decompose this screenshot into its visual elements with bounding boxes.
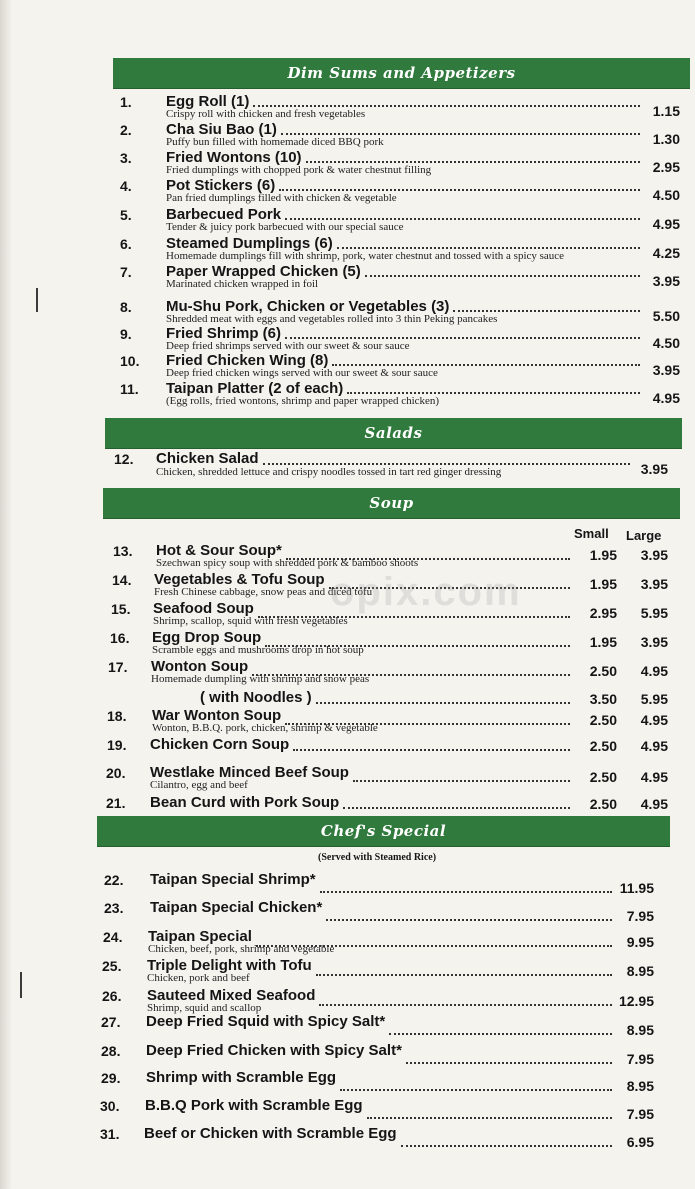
item-price-large: 5.95 — [640, 605, 668, 621]
item-price: 4.50 — [652, 335, 680, 351]
item-price: 2.95 — [652, 159, 680, 175]
leader-dots — [279, 189, 640, 191]
leader-dots — [316, 702, 570, 704]
item-number: 1. — [120, 94, 132, 110]
leader-dots — [320, 891, 612, 893]
item-description: Cilantro, egg and beef — [150, 779, 248, 791]
item-description: Homemade dumplings fill with shrimp, pork, water chestnut and tossed with a spicy sauce — [166, 250, 565, 262]
chefs-special-note: (Served with Steamed Rice) — [318, 852, 437, 863]
item-description: Fried dumplings with chopped pork & water chestnut filling — [166, 164, 432, 176]
item-number: 18. — [107, 708, 127, 724]
item-name: Shrimp with Scramble Egg — [146, 1069, 337, 1086]
leader-dots — [401, 1145, 612, 1147]
item-price-large: 4.95 — [640, 769, 668, 785]
item-name: Deep Fried Squid with Spicy Salt* — [146, 1013, 386, 1030]
item-price-large: 4.95 — [640, 712, 668, 728]
item-price-small: 2.50 — [589, 769, 617, 785]
item-name: Fried Shrimp (6) — [166, 325, 282, 342]
item-price-large: 4.95 — [640, 663, 668, 679]
item-description: Deep fried chicken wings served with our sweet & sour sauce — [166, 367, 438, 379]
item-number: 17. — [108, 659, 128, 675]
item-price: 7.95 — [626, 1051, 654, 1067]
item-name: Egg Roll (1) — [166, 93, 250, 110]
item-price-small: 1.95 — [589, 634, 617, 650]
item-name: Vegetables & Tofu Soup — [154, 571, 325, 588]
item-price: 4.95 — [652, 216, 680, 232]
item-price-large: 3.95 — [640, 547, 668, 563]
item-price: 4.25 — [652, 245, 680, 261]
section-header-salads: Salads — [105, 418, 682, 448]
leader-dots — [293, 749, 570, 751]
item-number: 7. — [120, 264, 132, 280]
item-description: Chicken, pork and beef — [147, 972, 250, 984]
item-number: 24. — [103, 929, 123, 945]
item-price: 8.95 — [626, 963, 654, 979]
item-number: 5. — [120, 207, 132, 223]
item-name: Deep Fried Chicken with Spicy Salt* — [146, 1042, 402, 1059]
item-number: 28. — [101, 1043, 121, 1059]
item-price: 3.95 — [640, 461, 668, 477]
leader-dots — [256, 945, 612, 947]
item-number: 11. — [120, 381, 139, 397]
item-price: 11.95 — [619, 880, 654, 896]
item-number: 3. — [120, 150, 132, 166]
item-price: 1.30 — [652, 131, 680, 147]
item-number: 25. — [102, 958, 122, 974]
item-price-large: 5.95 — [640, 691, 668, 707]
leader-dots — [353, 780, 570, 782]
item-number: 30. — [100, 1098, 120, 1114]
item-description: Shrimp, scallop, squid with fresh vegetables — [153, 615, 348, 627]
item-price: 12.95 — [618, 993, 654, 1009]
item-number: 8. — [120, 299, 132, 315]
leader-dots — [347, 392, 640, 394]
item-name: Taipan Special Chicken* — [150, 899, 323, 916]
item-name: Pot Stickers (6) — [166, 177, 276, 194]
item-number: 16. — [110, 630, 130, 646]
item-number: 27. — [101, 1014, 121, 1030]
item-description: Tender & juicy pork barbecued with our special sauce — [166, 221, 404, 233]
section-header-dim-sums: Dim Sums and Appetizers — [113, 58, 690, 88]
item-number: 15. — [111, 601, 131, 617]
item-number: 4. — [120, 178, 132, 194]
item-price: 3.95 — [652, 273, 680, 289]
item-description: Crispy roll with chicken and fresh vegetables — [166, 108, 366, 120]
item-price: 7.95 — [626, 1106, 654, 1122]
leader-dots — [285, 218, 640, 220]
item-price-large: 4.95 — [640, 796, 668, 812]
item-name: Triple Delight with Tofu — [147, 957, 312, 974]
item-number: 12. — [114, 451, 134, 467]
item-price: 4.50 — [652, 187, 680, 203]
item-price-small: 1.95 — [589, 576, 617, 592]
item-number: 21. — [106, 795, 126, 811]
margin-mark-1 — [36, 288, 38, 312]
item-price: 7.95 — [626, 908, 654, 924]
leader-dots — [389, 1033, 612, 1035]
item-name: Hot & Sour Soup* — [156, 542, 282, 559]
item-price-small: 1.95 — [589, 547, 617, 563]
item-number: 23. — [104, 900, 124, 916]
item-name: Barbecued Pork — [166, 206, 282, 223]
leader-dots — [343, 807, 570, 809]
item-name: Paper Wrapped Chicken (5) — [166, 263, 361, 280]
item-number: 20. — [106, 765, 126, 781]
leader-dots — [340, 1089, 612, 1091]
item-price: 3.95 — [652, 362, 680, 378]
soup-large-header: Large — [626, 528, 662, 543]
leader-dots — [306, 161, 640, 163]
item-price: 5.50 — [652, 308, 680, 324]
item-name: Taipan Platter (2 of each) — [166, 380, 344, 397]
watermark: opix.com — [330, 570, 522, 614]
item-number: 13. — [113, 543, 133, 559]
item-price: 6.95 — [626, 1134, 654, 1150]
leader-dots — [453, 310, 640, 312]
item-number: 19. — [107, 737, 127, 753]
item-name: Mu-Shu Pork, Chicken or Vegetables (3) — [166, 298, 450, 315]
leader-dots — [326, 919, 612, 921]
item-description: Shredded meat with eggs and vegetables rolled into 3 thin Peking pancakes — [166, 313, 498, 325]
leader-dots — [406, 1062, 612, 1064]
item-description: (Egg rolls, fried wontons, shrimp and paper wrapped chicken) — [166, 395, 440, 407]
leader-dots — [258, 616, 570, 618]
item-price: 9.95 — [626, 934, 654, 950]
item-description: Wonton, B.B.Q. pork, chicken, shrimp & vegetable — [152, 722, 378, 734]
item-price-large: 4.95 — [640, 738, 668, 754]
item-name: Bean Curd with Pork Soup — [150, 794, 340, 811]
item-description: Homemade dumpling with shrimp and snow peas — [151, 673, 370, 685]
item-price-small: 2.50 — [589, 738, 617, 754]
section-header-chefs-special: Chef's Special — [97, 816, 670, 846]
item-price-large: 3.95 — [640, 576, 668, 592]
item-number: 6. — [120, 236, 132, 252]
item-name: Westlake Minced Beef Soup — [150, 764, 349, 781]
item-description: Shrimp, squid and scallop — [147, 1002, 262, 1014]
item-description: Pan fried dumplings filled with chicken & vegetable — [166, 192, 397, 204]
leader-dots — [253, 105, 640, 107]
item-name: Seafood Soup — [153, 600, 254, 617]
leader-dots — [263, 463, 630, 465]
item-name: Sauteed Mixed Seafood — [147, 987, 316, 1004]
item-name: Fried Wontons (10) — [166, 149, 302, 166]
item-description: Chicken, beef, pork, shrimp and vegetable — [148, 943, 335, 955]
item-number: 10. — [120, 353, 140, 369]
item-name: Egg Drop Soup — [152, 629, 262, 646]
leader-dots — [252, 674, 570, 676]
item-number: 22. — [104, 872, 124, 888]
item-number: 2. — [120, 122, 132, 138]
leader-dots — [332, 364, 640, 366]
item-price: 8.95 — [626, 1022, 654, 1038]
item-name: Taipan Special Shrimp* — [150, 871, 316, 888]
item-number: 31. — [100, 1126, 120, 1142]
leader-dots — [319, 1004, 612, 1006]
leader-dots — [367, 1117, 612, 1119]
item-name: B.B.Q Pork with Scramble Egg — [145, 1097, 363, 1114]
item-price: 1.15 — [652, 103, 680, 119]
item-price: 4.95 — [652, 390, 680, 406]
leader-dots — [337, 247, 640, 249]
item-description: Szechwan spicy soup with shredded pork & bamboo shoots — [156, 557, 419, 569]
page-edge — [0, 0, 12, 1189]
item-description: Fresh Chinese cabbage, snow peas and diced tofu — [154, 586, 373, 598]
item-price-small: 2.50 — [589, 663, 617, 679]
leader-dots — [285, 337, 640, 339]
item-price-large: 3.95 — [640, 634, 668, 650]
item-name: Wonton Soup — [151, 658, 249, 675]
item-name: Steamed Dumplings (6) — [166, 235, 333, 252]
margin-mark-2 — [20, 972, 22, 998]
section-header-soup: Soup — [103, 488, 680, 518]
item-description: Chicken, shredded lettuce and crispy noodles tossed in tart red ginger dressing — [156, 466, 502, 478]
soup-small-header: Small — [574, 526, 609, 541]
leader-dots — [285, 723, 570, 725]
item-name: Fried Chicken Wing (8) — [166, 352, 329, 369]
item-name: Chicken Corn Soup — [150, 736, 290, 753]
item-name: ( with Noodles ) — [200, 689, 312, 706]
item-price-small: 2.50 — [589, 796, 617, 812]
item-price-small: 2.50 — [589, 712, 617, 728]
leader-dots — [281, 133, 640, 135]
item-number: 26. — [102, 988, 122, 1004]
item-price-small: 3.50 — [589, 691, 617, 707]
item-description: Deep fried shrimps served with our sweet & sour sauce — [166, 340, 410, 352]
item-price-small: 2.95 — [589, 605, 617, 621]
item-description: Scramble eggs and mushrooms drop in hot soup — [152, 644, 364, 656]
item-description: Marinated chicken wrapped in foil — [166, 278, 319, 290]
leader-dots — [286, 558, 570, 560]
item-number: 9. — [120, 326, 132, 342]
item-description: Puffy bun filled with homemade diced BBQ pork — [166, 136, 384, 148]
item-price: 8.95 — [626, 1078, 654, 1094]
item-number: 29. — [101, 1070, 121, 1086]
item-name: Taipan Special — [148, 928, 252, 945]
leader-dots — [316, 974, 612, 976]
item-name: War Wonton Soup — [152, 707, 282, 724]
item-number: 14. — [112, 572, 132, 588]
item-name: Cha Siu Bao (1) — [166, 121, 277, 138]
leader-dots — [265, 645, 570, 647]
item-name: Chicken Salad — [156, 450, 259, 467]
item-name: Beef or Chicken with Scramble Egg — [144, 1125, 397, 1142]
leader-dots — [365, 275, 640, 277]
